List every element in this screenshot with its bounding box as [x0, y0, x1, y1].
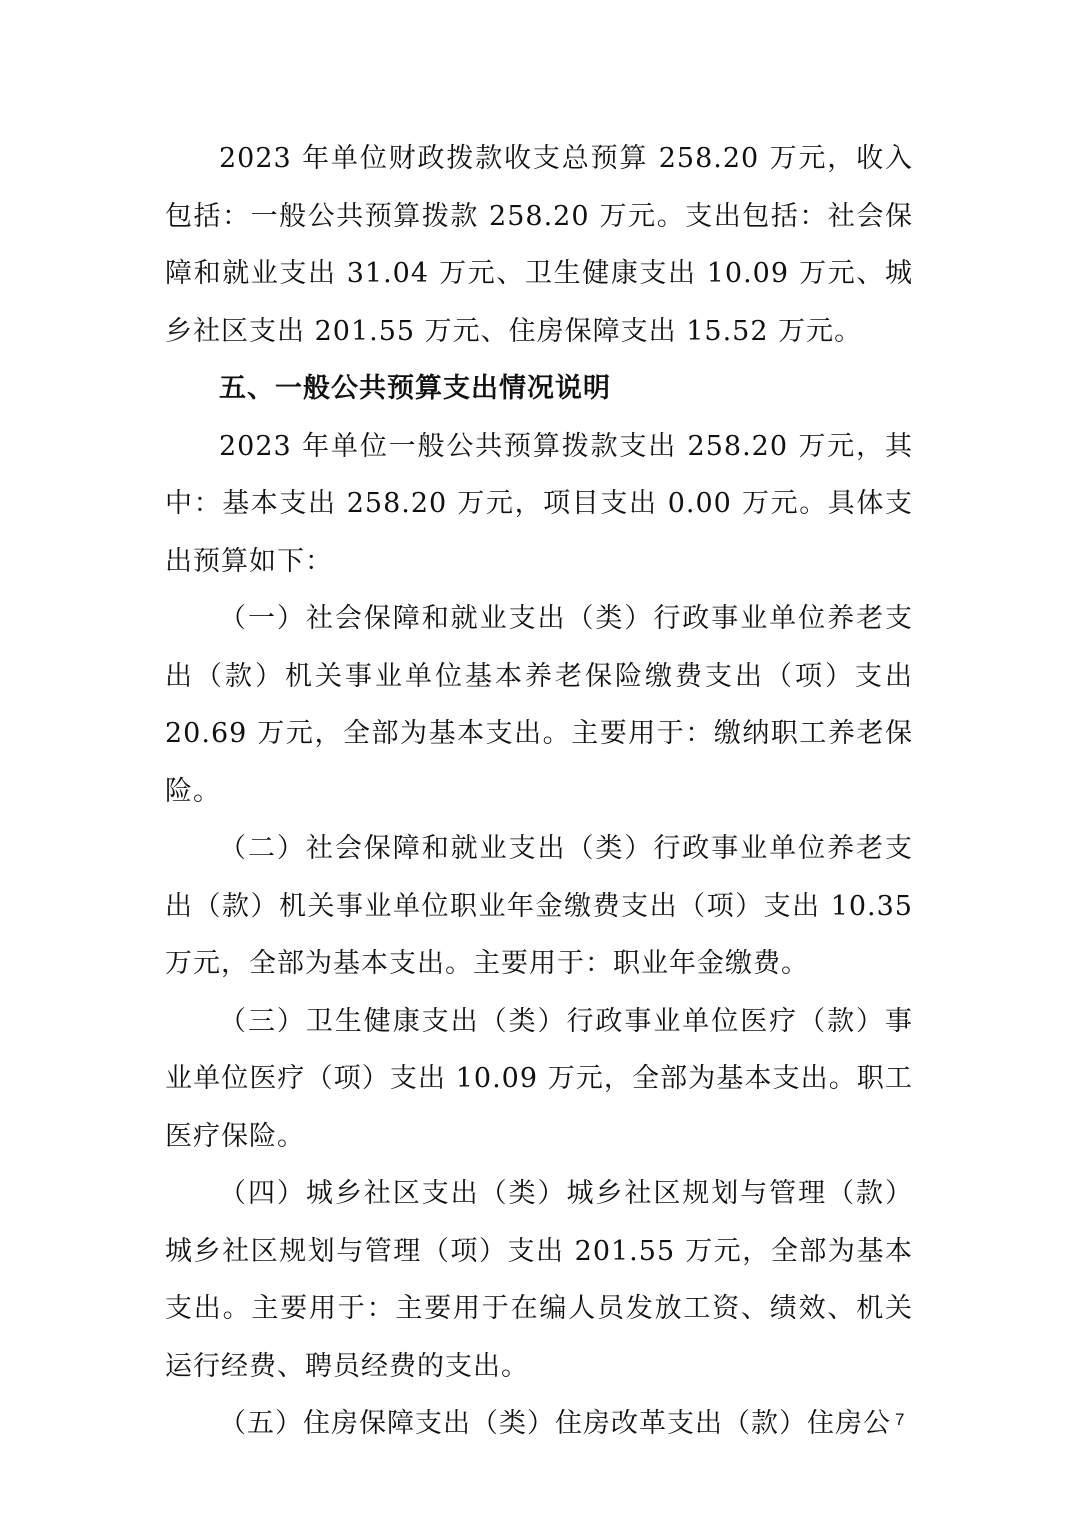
budget-summary-paragraph: 2023 年单位财政拨款收支总预算 258.20 万元，收入包括：一般公共预算拨款 258.20 万元。支出包括：社会保障和就业支出 31.04 万元、卫生健康支出 10.09 万元、城乡社区支出 201.55 万元、住房保障支出 15.52 万元。: [165, 143, 913, 347]
expenditure-item-4: （四）城乡社区支出（类）城乡社区规划与管理（款）城乡社区规划与管理（项）支出 201.55 万元，全部为基本支出。主要用于：主要用于在编人员发放工资、绩效、机关运行经费、聘员经费的支出。: [165, 1178, 913, 1382]
expenditure-item-3: （三）卫生健康支出（类）行政事业单位医疗（款）事业单位医疗（项）支出 10.09 万元，全部为基本支出。职工医疗保险。: [165, 1005, 913, 1152]
expenditure-item-1: （一）社会保障和就业支出（类）行政事业单位养老支出（款）机关事业单位基本养老保险缴费支出（项）支出 20.69 万元，全部为基本支出。主要用于：缴纳职工养老保险。: [165, 603, 913, 807]
page-number: 7: [895, 1410, 905, 1429]
expenditure-item-2: （二）社会保障和就业支出（类）行政事业单位养老支出（款）机关事业单位职业年金缴费支出（项）支出 10.35 万元，全部为基本支出。主要用于：职业年金缴费。: [165, 833, 913, 979]
section-heading: 五、一般公共预算支出情况说明: [219, 373, 611, 404]
expenditure-overview-paragraph: 2023 年单位一般公共预算拨款支出 258.20 万元，其中：基本支出 258.20 万元，项目支出 0.00 万元。具体支出预算如下：: [165, 430, 913, 577]
document-body: [165, 130, 913, 1453]
expenditure-item-5: （五）住房保障支出（类）住房改革支出（款）住房公: [219, 1408, 891, 1439]
